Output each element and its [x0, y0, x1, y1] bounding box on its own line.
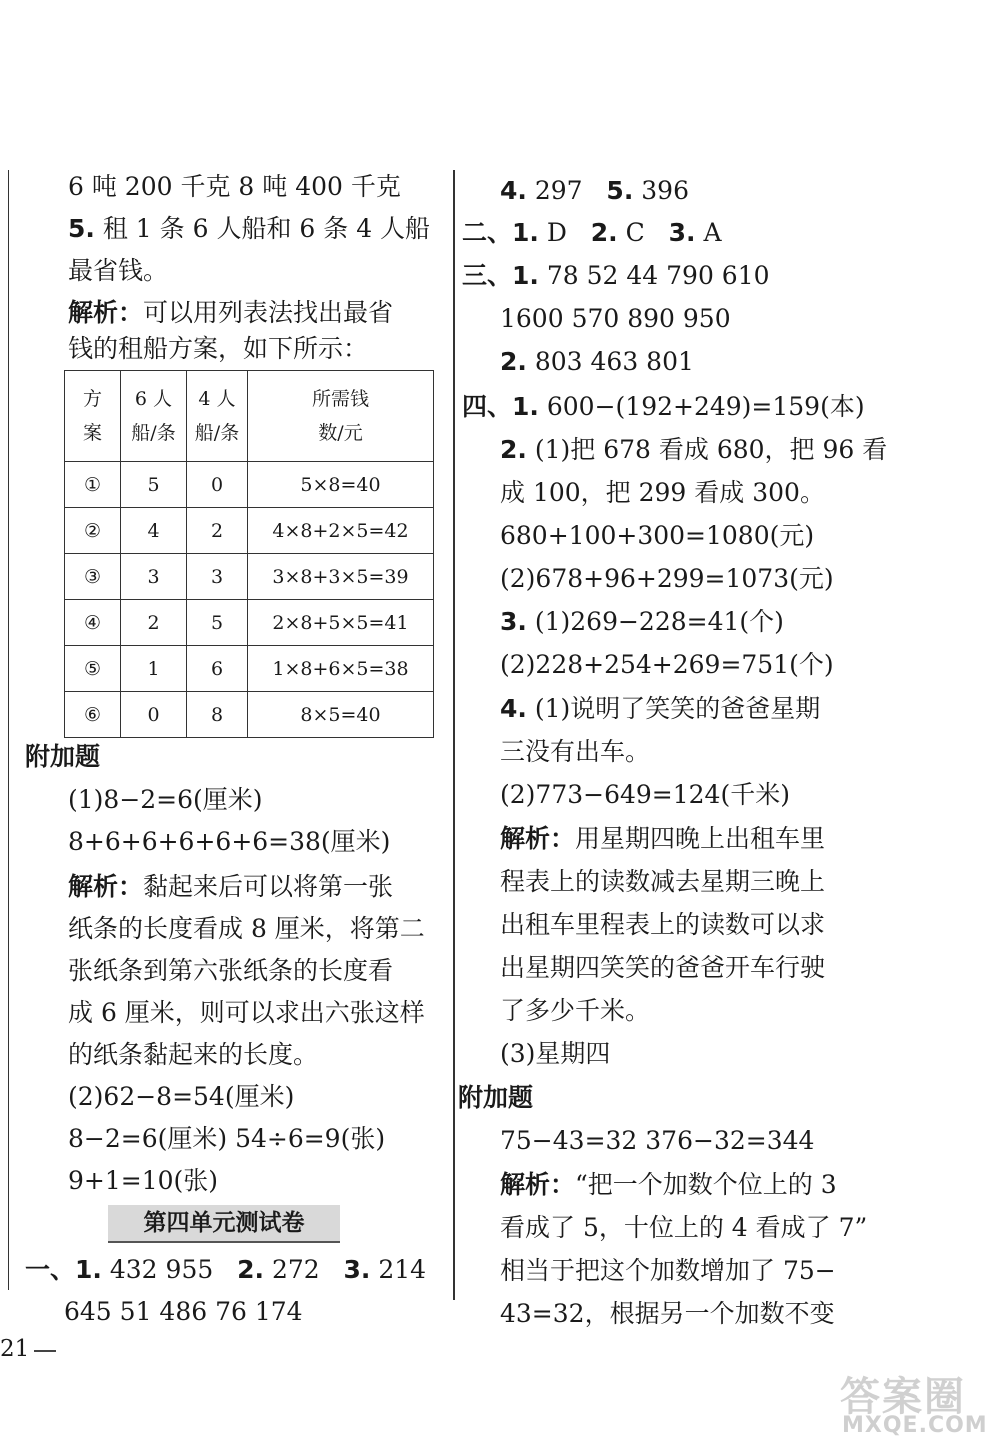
page-number: 21: [0, 1336, 30, 1362]
analysis-text: 可以用列表法找出最省: [143, 298, 394, 327]
answer-line: 9+1=10(张): [68, 1166, 219, 1195]
answer-values: (1)把 678 看成 680，把 96 看: [526, 435, 888, 464]
answer-line: [500, 692, 820, 726]
question-5: [68, 212, 430, 246]
table-cell: 0: [121, 692, 187, 738]
table-cell: 8: [187, 692, 248, 738]
answer-line: [500, 174, 689, 208]
answer-values: 600−(192+249)=159(本): [538, 392, 865, 421]
section-4-answers: [462, 390, 865, 424]
question-number: 5.: [606, 176, 634, 205]
column-divider: [453, 170, 455, 1300]
analysis-cont: 成 6 厘米，则可以求出六张这样: [68, 998, 425, 1027]
answer-values: 78 52 44 790 610: [538, 261, 770, 290]
unit-test-banner: 第四单元测试卷: [108, 1205, 340, 1243]
question-number: 1.: [75, 1255, 102, 1284]
question-number: 2.: [500, 435, 527, 464]
answer-line: (2)228+254+269=751(个): [500, 650, 834, 679]
answer-values: D: [538, 218, 567, 247]
answer-values: 396: [633, 176, 689, 205]
analysis-text: “把一个加数个位上的 3: [575, 1170, 837, 1199]
analysis: [500, 822, 825, 856]
analysis-cont: 程表上的读数减去星期三晚上: [500, 867, 826, 896]
analysis-cont: 43=32，根据另一个加数不变: [500, 1299, 835, 1328]
answer-line: 1600 570 890 950: [500, 304, 731, 333]
table-row: [65, 508, 434, 554]
table-cell: 5: [187, 600, 248, 646]
table-cell: 4: [121, 508, 187, 554]
analysis-cont: 看成了 5，十位上的 4 看成了 7”: [500, 1213, 868, 1242]
header-4-person-boat: 4 人 船/条: [187, 371, 248, 462]
table-header-row: [65, 371, 434, 462]
question-number: 3.: [500, 607, 527, 636]
table-cell: 1×8+6×5=38: [248, 646, 434, 692]
answer-line: (2)62−8=54(厘米): [68, 1082, 295, 1111]
table-cell: 5: [121, 462, 187, 508]
answer-values: (1)269−228=41(个): [526, 607, 784, 636]
answer-line: 645 51 486 76 174: [64, 1297, 303, 1326]
table-cell: 0: [187, 462, 248, 508]
question-number: 4.: [500, 176, 527, 205]
answer-line: 75−43=32 376−32=344: [500, 1126, 815, 1155]
table-cell: ②: [65, 508, 121, 554]
analysis-text: 用星期四晚上出租车里: [575, 824, 826, 853]
table-cell: 3: [187, 554, 248, 600]
analysis-cont: 纸条的长度看成 8 厘米，将第二: [68, 914, 425, 943]
header-plan: 方 案: [65, 371, 121, 462]
extra-analysis: [500, 1168, 837, 1202]
answer-values: 272: [264, 1255, 320, 1284]
analysis-cont: 的纸条黏起来的长度。: [68, 1040, 319, 1069]
extra-question-title: 附加题: [25, 742, 101, 771]
answer-values: 432 955: [101, 1255, 214, 1284]
table-cell: 2: [121, 600, 187, 646]
answer-line: 8+6+6+6+6+6=38(厘米): [68, 827, 391, 856]
question-number: 1.: [512, 261, 539, 290]
answer-line: 8−2=6(厘米) 54÷6=9(张): [68, 1124, 386, 1153]
analysis-cont: 出星期四笑笑的爸爸开车行驶: [500, 953, 826, 982]
table-cell: 3×8+3×5=39: [248, 554, 434, 600]
table-cell: ⑤: [65, 646, 121, 692]
answer-line: 成 100，把 299 看成 300。: [500, 478, 825, 507]
question-text: 租 1 条 6 人船和 6 条 4 人船: [94, 214, 431, 243]
table-row: [65, 462, 434, 508]
answer-values: 297: [526, 176, 583, 205]
table-row: [65, 600, 434, 646]
table-cell: 8×5=40: [248, 692, 434, 738]
extra-question-title: 附加题: [458, 1083, 534, 1112]
analysis-cont: 相当于把这个加数增加了 75−: [500, 1256, 836, 1285]
answer-values: C: [617, 218, 645, 247]
answer-line: [500, 433, 887, 467]
header-6-person-boat: 6 人 船/条: [121, 371, 187, 462]
answer-values: A: [695, 218, 722, 247]
question-number: 2.: [590, 218, 618, 247]
extra-analysis: [68, 870, 393, 904]
table-cell: ③: [65, 554, 121, 600]
table-cell: ⑥: [65, 692, 121, 738]
question-5-cont: 最省钱。: [68, 256, 169, 285]
answer-line: 680+100+300=1080(元): [500, 521, 815, 550]
question-number: 3.: [668, 218, 696, 247]
answer-line: [500, 345, 694, 379]
analysis-cont: 钱的租船方案，如下所示：: [68, 334, 369, 363]
table-cell: ①: [65, 462, 121, 508]
analysis-label: 解析：: [68, 872, 144, 901]
section-label: 三、: [462, 261, 513, 290]
answer-values: 803 463 801: [526, 347, 694, 376]
watermark: [840, 1365, 990, 1445]
question-number: 2.: [500, 347, 527, 376]
section-2-answers: [462, 216, 722, 250]
section-label: 二、: [462, 218, 513, 247]
table-cell: 1: [121, 646, 187, 692]
section-3-answers: [462, 259, 770, 293]
analysis-label: 解析：: [500, 824, 576, 853]
answer-line: 6 吨 200 千克 8 吨 400 千克: [68, 172, 401, 201]
table-row: [65, 554, 434, 600]
page-number-dash: [34, 1350, 56, 1352]
header-cost: 所需钱 数/元: [248, 371, 434, 462]
question-number: 1.: [512, 392, 539, 421]
table-cell: 2×8+5×5=41: [248, 600, 434, 646]
answer-line: 三没有出车。: [500, 737, 651, 766]
watermark-url: MXQE.COM: [842, 1413, 988, 1438]
table-row: [65, 692, 434, 738]
question-number: 4.: [500, 694, 527, 723]
question-number: 1.: [512, 218, 539, 247]
answer-line: (1)8−2=6(厘米): [68, 785, 263, 814]
watermark-logo: 答案圈: [840, 1374, 966, 1420]
section-label: 一、: [25, 1255, 76, 1284]
answer-line: (2)773−649=124(千米): [500, 780, 790, 809]
analysis-text: 黏起来后可以将第一张: [143, 872, 394, 901]
answer-line: (3)星期四: [500, 1039, 611, 1068]
question-number: 3.: [343, 1255, 371, 1284]
table-cell: 6: [187, 646, 248, 692]
section-label: 四、: [462, 392, 513, 421]
table-cell: ④: [65, 600, 121, 646]
left-column-rule: [8, 170, 9, 1290]
table-cell: 4×8+2×5=42: [248, 508, 434, 554]
table-row: [65, 646, 434, 692]
analysis-cont: 张纸条到第六张纸条的长度看: [68, 956, 394, 985]
analysis-cont: 了多少千米。: [500, 996, 651, 1025]
answer-line: (2)678+96+299=1073(元): [500, 564, 834, 593]
table-cell: 2: [187, 508, 248, 554]
section-1-answers: [25, 1253, 426, 1287]
answer-line: [500, 605, 784, 639]
analysis-label: 解析：: [500, 1170, 576, 1199]
answer-values: 214: [370, 1255, 427, 1284]
question-number: 2.: [237, 1255, 264, 1284]
table-cell: 3: [121, 554, 187, 600]
analysis: [68, 296, 393, 330]
question-number: 5.: [68, 214, 95, 243]
boat-rental-table: [64, 370, 434, 738]
table-cell: 5×8=40: [248, 462, 434, 508]
analysis-label: 解析：: [68, 298, 144, 327]
answer-values: (1)说明了笑笑的爸爸星期: [526, 694, 821, 723]
analysis-cont: 出租车里程表上的读数可以求: [500, 910, 826, 939]
